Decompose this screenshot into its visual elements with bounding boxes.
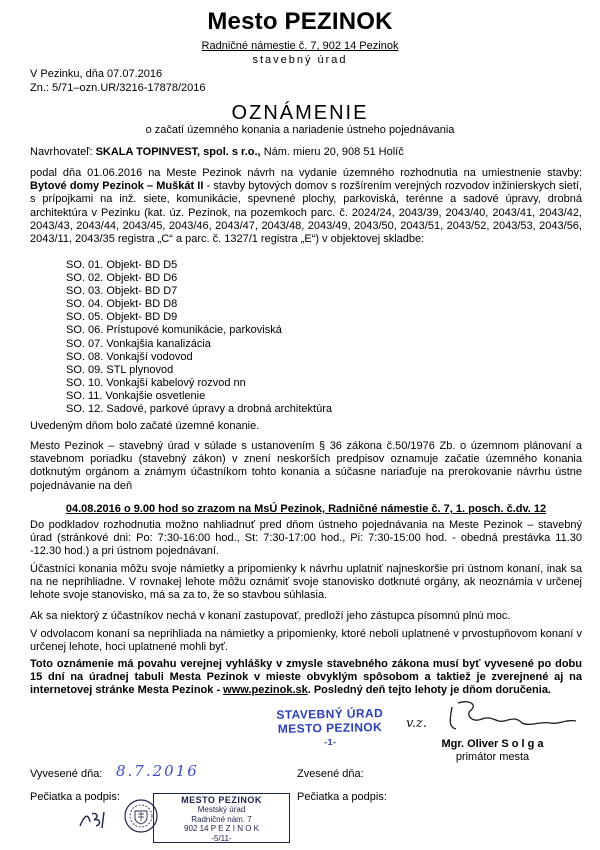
list-item: SO. 07. Vonkajšia kanalizácia — [66, 337, 211, 350]
intro-paragraph — [30, 167, 582, 246]
public-notice-text: Toto oznámenie má povahu verejnej vyhlášky v zmysle stavebného zákona musí byť vyvesené po dobu 15 dní na úradnej tabuli Mesta Pezinok v mieste obvyklým spôsobom a taktiež je zverejnené aj na internetovej stránke Mesta Pezinok - — [30, 658, 582, 697]
posted-date-label: Vyvesené dňa: — [30, 768, 103, 780]
public-notice-paragraph — [30, 658, 582, 698]
proceedings-started: Uvedeným dňom bolo začaté územné konanie. — [30, 420, 260, 432]
stamp-number: -1- — [324, 736, 337, 748]
stamp-line: 902 14 P E Z I N O K — [184, 824, 259, 834]
list-item: SO. 01. Objekt- BD D5 — [66, 259, 178, 271]
list-item: SO. 11. Vonkajšie osvetlenie — [66, 389, 206, 402]
signer-block — [400, 738, 585, 764]
stamp-line: Radničné nám. 7 — [191, 814, 252, 824]
stamp-line: MESTO PEZINOK — [277, 720, 383, 736]
stamp-line: STAVEBNÝ ÚRAD — [276, 706, 384, 722]
document-title: OZNÁMENIE — [231, 102, 369, 124]
website-link[interactable]: www.pezinok.sk — [223, 684, 308, 697]
building-sections-list — [66, 259, 332, 416]
list-item: SO. 05. Objekt- BD D9 — [66, 311, 178, 324]
project-name: Bytové domy Pezinok – Muškát II — [30, 180, 204, 193]
legal-basis-paragraph: Mesto Pezinok – stavebný úrad v súlade s ustanovením § 36 zákona č.50/1976 Zb. o územnom plánovaní a stavebnom poriadku (stavebný zákon) v znení neskorších predpisov oznamuje začatie územného konania dotknutým orgánom a známym účastníkom tohto konania a súčasne nariaďuje na prerokovanie návrhu ústne pojednávanie na deň — [30, 440, 582, 492]
posted-date-value: 8.7.2016 — [116, 762, 199, 780]
signature-prefix: v.z. — [406, 716, 427, 731]
seal-label-left: Pečiatka a podpis: — [30, 791, 120, 803]
list-item: SO. 02. Objekt- BD D6 — [66, 272, 178, 285]
list-item: SO. 08. Vonkajší vodovod — [66, 350, 193, 363]
representative-paragraph: Ak sa niektorý z účastníkov nechá v konaní zastupovať, predloží jeho zástupca písomnú plnú moc. — [30, 610, 511, 622]
date-line: V Pezinku, dňa 07.07.2016 — [30, 68, 163, 80]
signer-name: Mgr. Oliver S o l g a — [441, 738, 544, 750]
intro-text-1: podal dňa 01.06.2016 na Meste Pezinok návrh na vydanie územného rozhodnutia na umiestnenie stavby: — [30, 167, 582, 179]
signer-role: primátor mesta — [455, 751, 530, 763]
intro-text-2: - stavby bytových domov s rozšírením verejných rozvodov inžinierskych sietí, s prípojkami na inž. siete, komunikácie, spevnené plochy, parkoviská, terénne a sadové úpravy, drobná architektúra v Pezinku (kat. úz. Pezinok, na pozemkoch parc. č. 2024/24, 2043/39, 2043/40, 2043/41, 2043/42, 2043/43, 2043/44, 2043/45, 2043/46, 2043/47, 2043/48, 2043/49, 2043/50, 2043/51, 2043/52, 2043/53, 2043/56, 2043/11, 2043/35 registra „C“ a parc. č. 1327/1 registra „E“) v objektovej skladbe: — [30, 180, 582, 246]
proposer-label: Navrhovateľ: — [30, 146, 93, 158]
proposer-name: SKALA TOPINVEST, spol. s r.o., — [95, 146, 261, 158]
office-name: stavebný úrad — [252, 54, 348, 66]
document-subtitle: o začatí územného konania a nariadenie ústneho pojednávania — [145, 124, 455, 136]
municipality-title: Mesto PEZINOK — [207, 8, 393, 35]
stamp-line: MESTO PEZINOK — [181, 795, 262, 805]
hearing-date-line: 04.08.2016 o 9.00 hod so zrazom na MsÚ Pezinok, Radničné námestie č. 7, 1. posch. č.dv. 12 — [65, 503, 547, 515]
seal-label-right: Pečiatka a podpis: — [297, 791, 387, 803]
municipality-address: Radničné námestie č. 7, 902 14 Pezinok — [201, 40, 399, 52]
removed-date-label: Zvesené dňa: — [297, 768, 364, 780]
list-item: SO. 03. Objekt- BD D7 — [66, 285, 178, 298]
proposer-address: Nám. mieru 20, 908 51 Holíč — [263, 146, 404, 158]
building-office-stamp — [270, 706, 391, 750]
proposer-line — [30, 146, 582, 159]
list-item: SO. 12. Sadové, parkové úpravy a drobná architektúra — [66, 403, 332, 416]
objections-paragraph: Účastníci konania môžu svoje námietky a pripomienky k návrhu uplatniť najneskoršie pri ústnom konaní, inak sa na ne neprihliadne. V rovnakej lehote môžu oznámiť svoje stanovisko dotknuté orgány, ak neoznámia v určenej lehote svoje stanovisko, má sa za to, že so stavbou súhlasia. — [30, 563, 582, 602]
stamp-line: -5/11- — [211, 833, 232, 843]
initials-signature — [78, 808, 110, 832]
list-item: SO. 09. STL plynovod — [66, 363, 174, 376]
public-notice-end: . Posledný deň tejto lehoty je dňom doručenia. — [307, 684, 551, 697]
stamp-line: Mestský úrad — [197, 805, 246, 815]
municipal-office-stamp — [153, 793, 290, 843]
reference-number: Zn.: 5/71–ozn.UR/3216-17878/2016 — [30, 82, 206, 94]
list-item: SO. 10. Vonkajší kabelový rozvod nn — [66, 376, 246, 389]
mayor-signature — [400, 697, 585, 737]
list-item: SO. 06. Prístupové komunikácie, parkoviská — [66, 324, 282, 337]
list-item: SO. 04. Objekt- BD D8 — [66, 298, 178, 311]
appeal-paragraph: V odvolacom konaní sa neprihliada na námietky a pripomienky, ktoré neboli uplatnené v prvostupňovom konaní v určenej lehote, hoci uplatnené mohli byť. — [30, 628, 582, 654]
documents-paragraph: Do podkladov rozhodnutia možno nahliadnuť pred dňom ústneho pojednávania na Meste Pezinok – stavebný úrad (stránkové dni: Po: 7:30-16:00 hod., St: 7:30-17:00 hod., Pi: 7:30-15:00 hod. - obedná prestávka 11.30 -12.30 hod.) a pri ústnom pojednávaní. — [30, 519, 582, 558]
